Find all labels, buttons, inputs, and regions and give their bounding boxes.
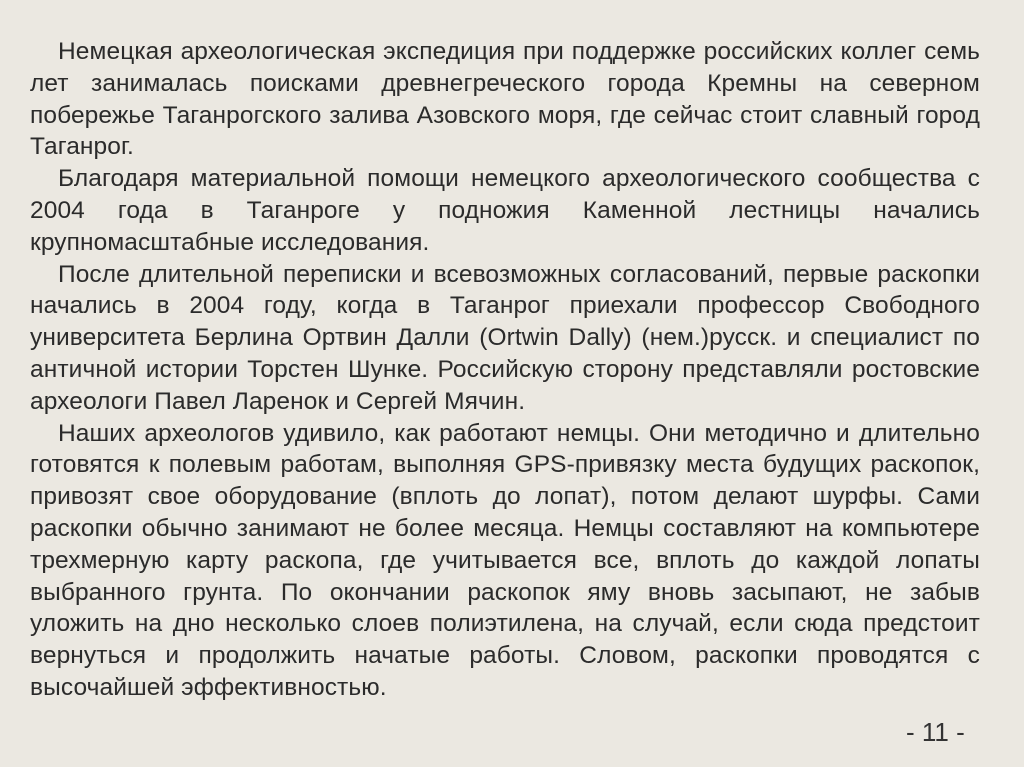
slide-body-text xyxy=(30,36,980,704)
paragraph-expedition: Немецкая археологическая экспедиция при поддержке российских коллег семь лет занималась поисками древнегреческого города Кремны на северном побережье Таганрогского залива Азовского моря, где сейчас стоит славный город Таганрог. xyxy=(30,38,980,161)
page-number: - 11 - xyxy=(906,717,965,747)
paragraph-german-methods: Наших археологов удивило, как работают немцы. Они методично и длительно готовятся к полевым работам, выполняя GPS-привязку места будущих раскопок, привозят свое оборудование (вплоть до лопат), потом делают шурфы. Сами раскопки обычно занимают не более месяца. Немцы составляют на компьютере трехмерную карту раскопа, где учитывается все, вплоть до каждой лопаты выбранного грунта. По окончании раскопок яму вновь засыпают, не забыв уложить на дно несколько слоев полиэтилена, на случай, если сюда предстоит вернуться и продолжить начатые работы. Словом, раскопки проводятся с высочайшей эффективностью. xyxy=(30,419,980,701)
paragraph-funding: Благодаря материальной помощи немецкого археологического сообщества с 2004 года в Таганроге у подножия Каменной лестницы начались крупномасштабные исследования. xyxy=(30,165,980,256)
paragraph-first-excavations: После длительной переписки и всевозможных согласований, первые раскопки начались в 2004 году, когда в Таганрог приехали профессор Свободного университета Берлина Ортвин Далли (Ortwin Dally) (нем.)русск. и специалист по античной истории Торстен Шунке. Российскую сторону представляли ростовские археологи Павел Ларенок и Сергей Мячин. xyxy=(30,260,980,415)
